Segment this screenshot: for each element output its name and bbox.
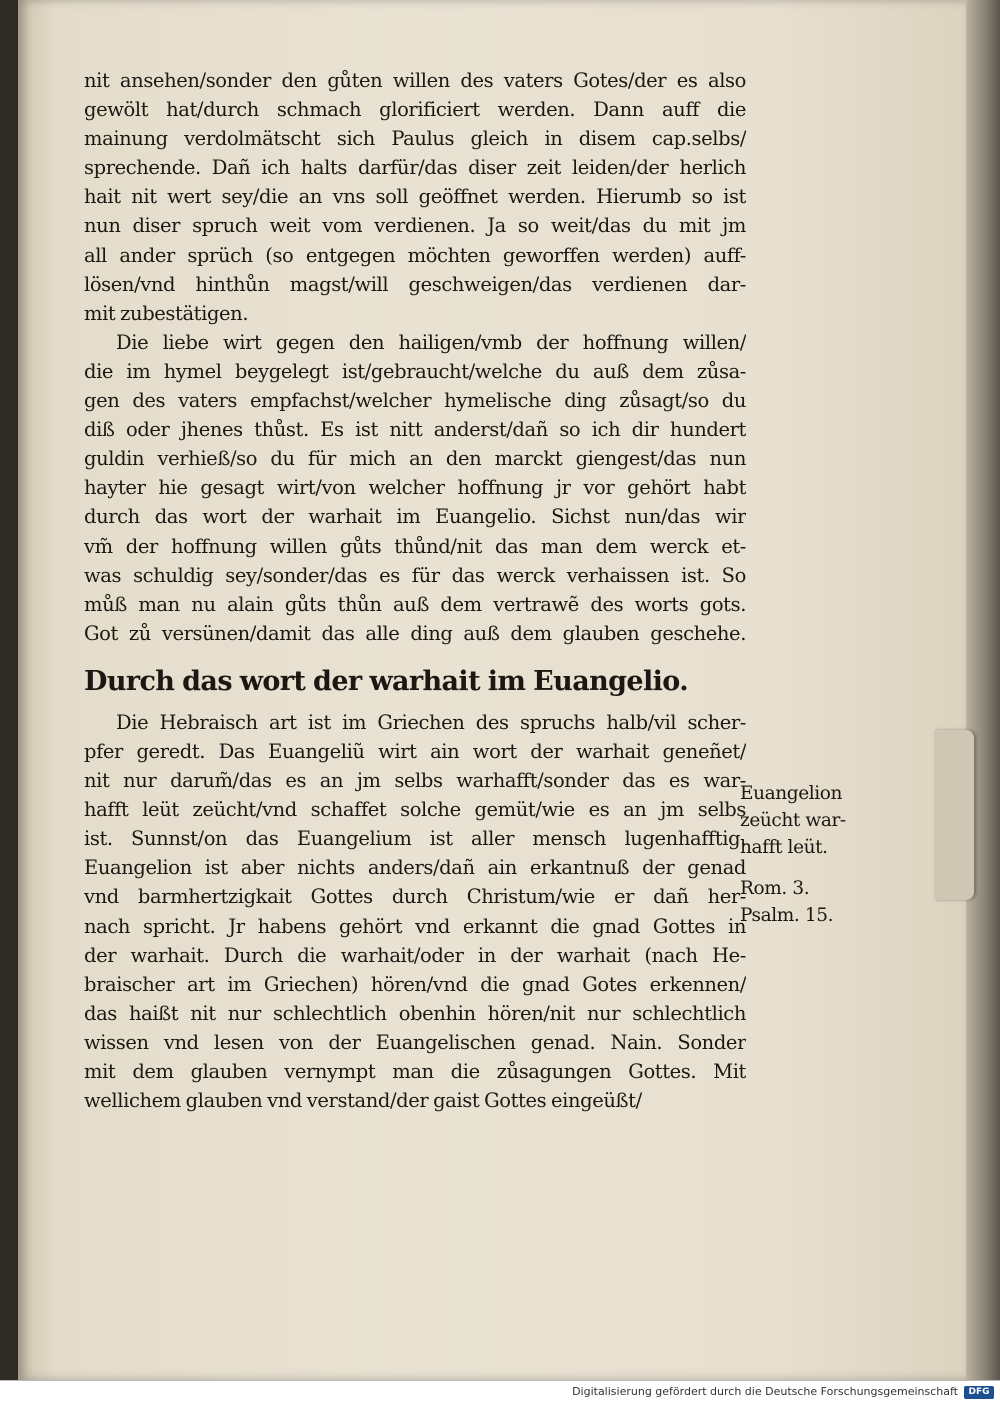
- text-line: Die Hebraisch art ist im Griechen des spruchs halb/vil scher-: [116, 710, 746, 734]
- text-line: nit ansehen/sonder den gůten willen des vaters Gotes/der es also: [84, 69, 746, 92]
- margin-notes: [740, 780, 880, 929]
- margin-note-reference: Rom. 3.: [740, 878, 810, 899]
- text-line: gen des vaters empfachst/welcher hymelische ding zůsagt/so du: [84, 389, 746, 413]
- text-line: lösen/vnd hinthůn magst/will geschweigen/das verdienen dar-: [84, 272, 746, 296]
- text-line: nun diser spruch weit vom verdienen. Ja so weit/das du mit jm: [84, 214, 746, 238]
- text-line: Euangelion ist aber nichts anders/dañ ain erkantnuß der genad: [84, 856, 746, 880]
- text-line: vnd barmhertzigkait Gottes durch Christum/wie er dañ her-: [84, 885, 746, 909]
- text-line: die im hymel beygelegt ist/gebraucht/welche du auß dem zůsa-: [84, 359, 746, 383]
- dfg-logo: DFG: [964, 1386, 994, 1399]
- text-line: gewölt hat/durch schmach glorificiert werden. Dann auff die: [84, 98, 746, 122]
- text-line: sprechende. Dañ ich halts darfür/das diser zeit leiden/der herlich: [84, 156, 746, 180]
- main-text-block: [84, 66, 746, 1115]
- text-line: braischer art im Griechen) hören/vnd die gnad Gotes erkennen/: [84, 972, 746, 996]
- footer-bar: [0, 1380, 1000, 1404]
- text-line: mit zubestätigen.: [84, 301, 249, 325]
- text-line: diß oder jhenes thůst. Es ist nitt anderst/dañ so ich dir hundert: [84, 418, 746, 442]
- text-line: nit nur darum̃/das es an jm selbs warhafft/sonder das es war-: [84, 769, 746, 793]
- text-line: pfer geredt. Das Euangeliũ wirt ain wort der warhait geneñet/: [84, 739, 746, 763]
- text-line: guldin verhieß/so du für mich an den marckt giengest/das nun: [84, 447, 746, 471]
- text-line: all ander sprüch (so entgegen möchten geworffen werden) auff-: [84, 243, 746, 267]
- text-line: vm̃ der hoffnung willen gůts thůnd/nit das man dem werck et-: [84, 534, 746, 558]
- margin-note-line: hafft leüt.: [740, 837, 828, 858]
- page-tab-marker: [934, 730, 974, 900]
- text-line: mainung verdolmätscht sich Paulus gleich in disem cap.selbs/: [84, 127, 746, 151]
- text-line: durch das wort der warhait im Euangelio. Sichst nun/das wir: [84, 505, 746, 529]
- section-heading: Durch das wort der warhait im Euangelio.: [84, 665, 689, 697]
- text-line: mit dem glauben vernympt man die zůsagungen Gottes. Mit: [84, 1060, 746, 1083]
- text-line: hafft leüt zeücht/vnd schaffet solche gemüt/wie es an jm selbs: [84, 798, 746, 822]
- text-line: was schuldig sey/sonder/das es für das werck verhaissen ist. So: [84, 563, 746, 587]
- paragraph-3: [84, 708, 746, 1115]
- paragraph-2: [84, 328, 746, 648]
- text-line: das haißt nit nur schlechtlich obenhin hören/nit nur schlechtlich: [84, 1001, 746, 1025]
- text-line: der warhait. Durch die warhait/oder in der warhait (nach He-: [84, 943, 746, 967]
- margin-note-line: Euangelion: [740, 783, 843, 804]
- funding-credit: Digitalisierung gefördert durch die Deutsche Forschungsgemeinschaft: [572, 1385, 958, 1398]
- text-line: ist. Sunnst/on das Euangelium ist aller mensch lugenhafftig.: [84, 827, 746, 851]
- paragraph-1: [84, 66, 746, 328]
- text-line: můß man nu alain gůts thůn auß dem vertrawẽ des worts gots.: [84, 592, 746, 616]
- text-line: wissen vnd lesen von der Euangelischen genad. Nain. Sonder: [84, 1030, 746, 1054]
- text-line: Die liebe wirt gegen den hailigen/vmb der hoffnung willen/: [116, 330, 746, 354]
- margin-note-gap: [740, 861, 880, 875]
- page-edge: [966, 0, 1000, 1380]
- text-line: wellichem glauben vnd verstand/der gaist Gottes eingeüßt/: [84, 1089, 642, 1113]
- text-line: Got zů versünen/damit das alle ding auß dem glauben geschehe.: [84, 621, 746, 645]
- text-line: nach spricht. Jr habens gehört vnd erkannt die gnad Gottes in: [84, 914, 746, 938]
- text-line: hayter hie gesagt wirt/von welcher hoffnung jr vor gehört habt: [84, 476, 746, 500]
- margin-note-reference: Psalm. 15.: [740, 905, 834, 926]
- margin-note-line: zeücht war-: [740, 810, 846, 831]
- text-line: hait nit wert sey/die an vns soll geöffnet werden. Hierumb so ist: [84, 185, 746, 209]
